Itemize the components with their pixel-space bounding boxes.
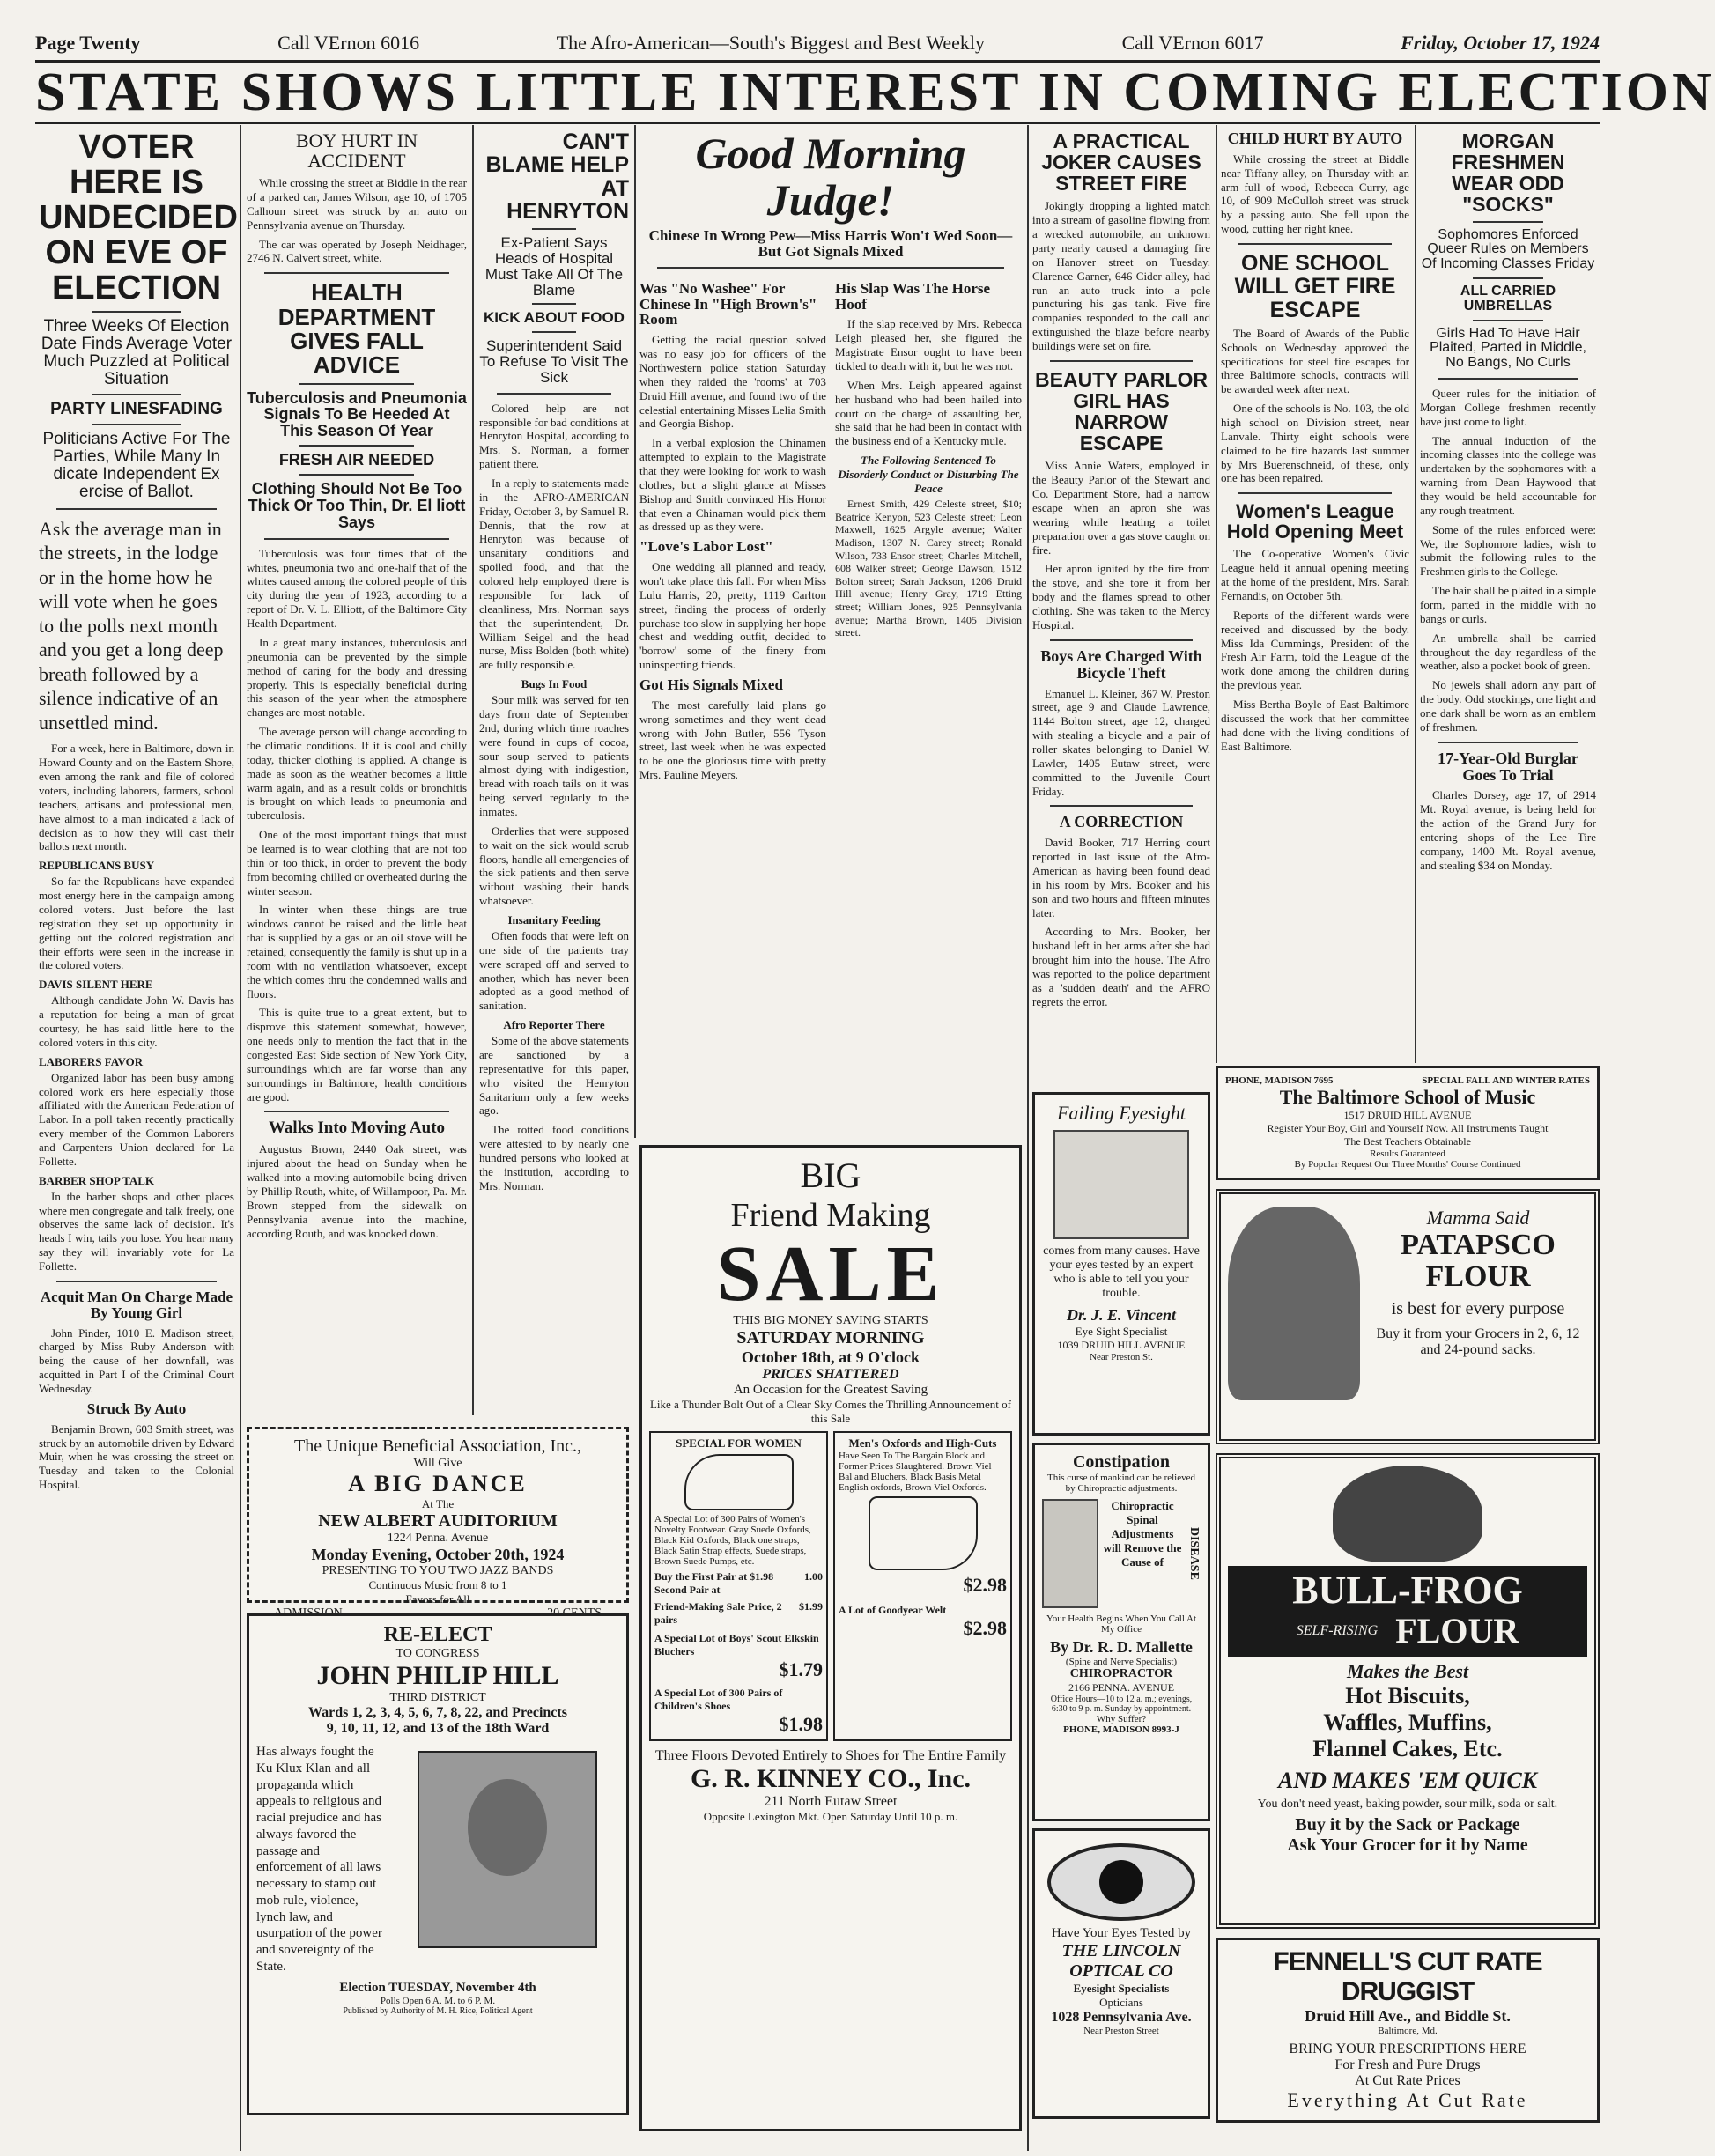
- body-text: John Pinder, 1010 E. Madison street, charged by Miss Ruby Anderson with being the cause of her downfall, was acquitted in Part I of the Criminal Court Wednesday.: [39, 1325, 234, 1396]
- sentenced-list: Ernest Smith, 429 Celeste street, $10; Beatrice Kenyon, 523 Celeste street; Leon Maxwell, 1625 Argyle avenue; Walter Madison, 1307 N. Carey street; Ronald Wilson, 733 Ensor street; Charles Mitchell, 608 Walker street; George Dawson, 1512 Bolton street; Sarah Jackson, 1206 Druid Hill avenue; Henry Gray, 1719 Etting street; William Jones, 925 Pennsylvania avenue; Martha Brown, 1405 Division street.: [835, 498, 1022, 639]
- ad-kinney-women-title: SPECIAL FOR WOMEN: [676, 1436, 802, 1450]
- deck-tuberculosis: Tuberculosis and Pneumonia Signals To Be Heeded At This Season Of Year: [247, 388, 467, 440]
- ad-kinney-big: BIG: [800, 1156, 861, 1195]
- body-text: Emanuel L. Kleiner, 367 W. Preston street, age 9 and Claude Lawrence, 1144 Bolton street, age 12, charged with stealing a bicycle and a pair of roller skates belonging to Daniel W. Lawler, 1405 Eutaw street, were committed to the Juvenile Court Friday.: [1032, 686, 1210, 798]
- deck-kick-food: KICK ABOUT FOOD: [484, 309, 625, 327]
- subhead: BARBER SHOP TALK: [39, 1173, 154, 1187]
- ad-kinney-saturday: SATURDAY MORNING: [736, 1328, 925, 1348]
- column-voter: [39, 125, 238, 2151]
- ad-dance-line: Continuous Music from 8 to 1: [368, 1578, 507, 1591]
- ad-bull-frog-flour: [1216, 1453, 1600, 1929]
- deck-party-linesfading: PARTY LINESFADING: [50, 400, 223, 419]
- column-rule: [634, 125, 636, 1138]
- headline-morgan-freshmen: MORGAN FRESHMEN WEAR ODD "SOCKS": [1451, 129, 1565, 217]
- divider: [92, 394, 181, 395]
- ad-patapsco-flour: [1216, 1189, 1600, 1444]
- ad-kinney-floors: Three Floors Devoted Entirely to Shoes for The Entire Family: [654, 1748, 1007, 1763]
- ad-kinney-boys-title: A Special Lot of Boys' Scout Elkskin Bluchers: [654, 1632, 819, 1658]
- divider: [299, 445, 414, 447]
- ad-kinney-sale-word: SALE: [716, 1230, 945, 1318]
- body-text: Charles Dorsey, age 17, of 2914 Mt. Royal avenue, is being held for the action of the Grand Jury for entering shops of the Lee Tire company, 1400 Mt. Royal avenue, and stealing $34 on Monday.: [1420, 788, 1596, 872]
- ad-vincent-role: Eye Sight Specialist: [1075, 1325, 1168, 1338]
- divider: [1238, 492, 1392, 494]
- body-text: Her apron ignited by the fire from the stove, and she tore it from her body and the flames spread to other clothing. She was taken to the Mercy Hospital.: [1032, 562, 1210, 631]
- column-rule: [240, 125, 241, 2151]
- ad-hill-auth: Published by Authority of M. H. Rice, Political Agent: [343, 2005, 533, 2016]
- ad-hill-election: Election TUESDAY, November 4th: [339, 1980, 536, 1995]
- ad-fennell-line4: Everything At Cut Rate: [1287, 2089, 1528, 2111]
- ad-kinney-occasion: An Occasion for the Greatest Saving: [733, 1383, 928, 1397]
- body-text: The most carefully laid plans go wrong sometimes and they went dead wrong with John Butler, 556 Tyson street, last week when he was expected to be one the gloriosus time with pretty Mrs. Pauline Meyers.: [639, 698, 826, 782]
- boy-illustration: [1228, 1207, 1360, 1400]
- headline-walks-into-auto: Walks Into Moving Auto: [268, 1119, 446, 1138]
- body-text: David Booker, 717 Herring court reported in last issue of the Afro-American as having been found dead in his room by Mrs. Booker and his son and two hours and fifteen minutes later.: [1032, 836, 1210, 919]
- frog-illustration: [1333, 1466, 1482, 1562]
- ad-lincoln-line3: Eyesight Specialists: [1073, 1982, 1170, 1995]
- ad-hill-name: JOHN PHILIP HILL: [316, 1661, 559, 1690]
- divider: [532, 303, 576, 305]
- divider: [1438, 742, 1578, 743]
- body-text: In a reply to statements made in the AFRO-AMERICAN Friday, October 3, by Samuel R. Dennis, that the row at Henryton was because of unsanitary conditions and spoiled food, and that the colored help employed there is responsible for lack of cleanliness, Mrs. Norman says that the superintendent, Dr. William Seigel and the head nurse, Miss Bolden (both white) are fully responsible.: [479, 476, 629, 672]
- ad-bullfrog-item1: Hot Biscuits,: [1345, 1683, 1470, 1709]
- phone-right: Call VErnon 6017: [1121, 32, 1264, 54]
- column-judge: [639, 125, 1022, 1138]
- body-text: Organized labor has been busy among colored work ers here especially those affiliated with the American Federation of Labor. In a poll taken recently practically every member of the Common Laborers and Carpenters Union declared for La Follette.: [39, 1070, 234, 1168]
- divider: [1050, 805, 1193, 807]
- body-text: Colored help are not responsible for bad conditions at Henryton Hospital, according to Mrs. S. Norman, a former patient there.: [479, 401, 629, 471]
- ad-kinney-children-title: A Special Lot of 300 Pairs of Children's Shoes: [654, 1687, 783, 1712]
- body-text: Benjamin Brown, 603 Smith street, was struck by an automobile driven by Edward Muir, when he was crossing the street on Tuesday and taken to the Colonial Hospital.: [39, 1421, 234, 1492]
- ad-hill-wards2: 9, 10, 11, 12, and 13 of the 18th Ward: [326, 1721, 550, 1736]
- body-text: The hair shall be plaited in a simple form, parted in the middle with no bangs or curls.: [1420, 584, 1596, 625]
- ad-music-line2: The Best Teachers Obtainable: [1344, 1135, 1471, 1148]
- deck-chinese: Chinese In Wrong Pew—Miss Harris Won't Wed Soon—But Got Signals Mixed: [648, 227, 1013, 260]
- divider: [1050, 639, 1193, 641]
- ad-kinney-women-body: A Special Lot of 300 Pairs of Women's Novelty Footwear. Gray Suede Oxfords, Black Kid Oxfords, Black one straps, Black Satin Strap effects, Suede straps, Brown Suede Pumps, etc.: [654, 1514, 811, 1567]
- body-text: In winter when these things are true windows cannot be raised and the little heat that is supplied by a gas or an oil stove will be retained, consequently the family is shut up in a room with no ventilation whatsoever, except the which comes thru the condemned walls and floors.: [247, 903, 467, 1000]
- divider: [92, 311, 181, 313]
- ad-kinney-thunder: Like a Thunder Bolt Out of a Clear Sky Comes the Thrilling Announcement of this Sale: [649, 1398, 1012, 1425]
- ad-music-line1: Register Your Boy, Girl and Yourself Now. All Instruments Taught: [1267, 1122, 1549, 1134]
- ad-patapsco-brand: PATAPSCO FLOUR: [1401, 1229, 1556, 1293]
- ad-fennell-line2: For Fresh and Pure Drugs: [1334, 2057, 1481, 2072]
- headline-beauty-parlor: BEAUTY PARLOR GIRL HAS NARROW ESCAPE: [1035, 367, 1208, 455]
- ad-mallette-title: Constipation: [1072, 1452, 1171, 1472]
- divider: [1438, 378, 1578, 380]
- ad-kinney-fm-label: Friend-Making Sale Price, 2 pairs: [654, 1600, 782, 1626]
- divider: [1473, 221, 1543, 223]
- headline-boy-hurt: BOY HURT IN ACCIDENT: [295, 129, 418, 173]
- ad-lincoln-address: 1028 Pennsylvania Ave.: [1051, 2010, 1192, 2025]
- ad-fennell-name: FENNELL'S CUT RATE DRUGGIST: [1273, 1947, 1542, 2006]
- subhead: Bugs In Food: [521, 677, 588, 691]
- ad-hill-polls: Polls Open 6 A. M. to 6 P. M.: [380, 1995, 496, 2006]
- body-text: Queer rules for the initiation of Morgan College freshmen recently have just come to light.: [1420, 386, 1596, 428]
- ad-music-special: SPECIAL FALL AND WINTER RATES: [1422, 1075, 1590, 1086]
- body-text: Miss Bertha Boyle of East Baltimore discussed the work that her committee had done with the living conditions of East Baltimore.: [1221, 698, 1409, 753]
- subhead-no-washee: Was "No Washee" For Chinese In "High Brown's" Room: [639, 279, 817, 329]
- subhead: DAVIS SILENT HERE: [39, 978, 153, 992]
- body-text: No jewels shall adorn any part of the body. Odd stockings, one light and one dark shall be worn as an emblem of freshmen.: [1420, 678, 1596, 734]
- ad-kinney-men-title: Men's Oxfords and High-Cuts: [848, 1436, 997, 1450]
- ad-kinney-fm-price: $1.99: [799, 1600, 823, 1613]
- divider: [92, 424, 181, 425]
- ad-vincent-name: Dr. J. E. Vincent: [1066, 1306, 1177, 1324]
- divider: [299, 383, 414, 385]
- ad-kinney-children-price: $1.98: [779, 1713, 823, 1735]
- column-henryton: [479, 125, 629, 1415]
- column-joker: [1032, 125, 1210, 1063]
- ad-mallette-address: 2166 PENNA. AVENUE: [1068, 1681, 1175, 1694]
- subhead-horse-hoof: His Slap Was The Horse Hoof: [835, 279, 991, 313]
- subhead: REPUBLICANS BUSY: [39, 859, 155, 873]
- issue-date: Friday, October 17, 1924: [1401, 32, 1600, 54]
- subhead: Afro Reporter There: [503, 1018, 605, 1032]
- divider: [497, 393, 611, 395]
- ad-fennell-address: Druid Hill Ave., and Biddle St.: [1305, 2007, 1511, 2025]
- body-text: While crossing the street at Biddle near Tiffany alley, on Thursday with an arm full of wood, Rebecca Curry, age 10, of 909 McCulloh street was struck by a passing auto. She fell upon the wood, cutting her right knee.: [1221, 151, 1409, 236]
- body-text: In a verbal explosion the Chinamen attempted to explain to the Magistrate that they were looking for work to wash clothes, but a slight glance at Misses Bishop and Smith convinced His Honor that even a Chinaman would pick them as dressed up as they were.: [639, 436, 826, 534]
- ad-vincent-eyesight: [1032, 1092, 1210, 1436]
- divider: [56, 1281, 217, 1282]
- deck-voter: Three Weeks Of Election Date Finds Average Voter Much Puzzled at Political Situation: [41, 317, 233, 389]
- divider: [264, 1111, 449, 1112]
- ad-mallette-body: This curse of mankind can be relieved by Chiropractic adjustments.: [1047, 1473, 1195, 1494]
- headline-womens-league: Women's League Hold Opening Meet: [1226, 500, 1404, 543]
- body-text: Often foods that were left on one side of the patients tray were scraped off and served to another, which has never been adopted as a good method of sanitation.: [479, 928, 629, 1013]
- divider: [264, 538, 449, 540]
- ad-kinney-goodyear-title: A Lot of Goodyear Welt: [839, 1604, 947, 1616]
- headline-bicycle-theft: Boys Are Charged With Bicycle Theft: [1040, 646, 1202, 682]
- ad-lincoln-line1: Have Your Eyes Tested by: [1051, 1926, 1192, 1940]
- ad-bullfrog-item2: Waffles, Muffins,: [1323, 1709, 1492, 1735]
- subhead-sentenced: The Following Sentenced To Disorderly Conduct or Disturbing The Peace: [838, 454, 1019, 496]
- body-text: Tuberculosis was four times that of the whites, pneumonia two and one-half that of the whites caused among the colored people of this city during the year of 1923, according to a report of Dr. V. L. Elliott, of the Baltimore City Health Department.: [247, 546, 467, 631]
- body-text: While crossing the street at Biddle in the rear of a parked car, James Wilson, age 10, of 1705 Calhoun street was struck by an auto on Pennsylvania avenue on Thursday.: [247, 176, 467, 232]
- banner-headline: STATE SHOWS LITTLE INTEREST IN COMING ELECTION: [35, 63, 1715, 122]
- ad-fennell-city: Baltimore, Md.: [1378, 2026, 1438, 2036]
- subhead-loves-labor: "Love's Labor Lost": [639, 538, 773, 556]
- body-text: The average person will change according to the climatic conditions. If it is cool and chilly today, thicker clothing is applied. A change is made as soon as the weather becomes a little warm again, and as a result colds or bronchitis is brought on which leads to pneumonia and tuberculosis.: [247, 725, 467, 823]
- divider: [1238, 243, 1392, 245]
- column-rule: [1415, 125, 1416, 1063]
- body-text: One of the schools is No. 103, the old high school on Division street, near Lanvale. Thirty eight schools were claimed to be fire hazards last summer by Mrs Buerenschneid, of these, only one has been repaired.: [1221, 402, 1409, 485]
- folio-line: [35, 30, 1600, 63]
- column-child-hurt: [1221, 125, 1409, 1063]
- ad-fennell-line3: At Cut Rate Prices: [1355, 2073, 1460, 2088]
- ad-mallette-hours: Office Hours—10 to 12 a. m.; evenings, 6:30 to 9 p. m. Sunday by appointment.: [1050, 1695, 1193, 1714]
- body-text: If the slap received by Mrs. Rebecca Leigh pleased her, she figured the Magistrate Ensor ought to have been tickled to death with it, but he was not.: [835, 317, 1022, 373]
- ad-mallette-phone: PHONE, MADISON 8993-J: [1063, 1724, 1179, 1735]
- eye-chair-illustration: [1053, 1130, 1189, 1239]
- ad-mallette-chiro: CHIROPRACTOR: [1069, 1667, 1173, 1680]
- column-rule: [1216, 125, 1217, 1063]
- ad-school-of-music: [1216, 1066, 1600, 1180]
- body-text: Some of the above statements are sanctioned by a representative for this paper, who visited the Henryton Sanitarium only a few weeks ago.: [479, 1034, 629, 1118]
- divider: [532, 331, 576, 333]
- headline-henryton: CAN'T BLAME HELP AT HENRYTON: [485, 129, 629, 224]
- body-text: An umbrella shall be carried throughout the day regardless of the weather, also a pocket book of green.: [1420, 631, 1596, 673]
- headline-correction: A CORRECTION: [1059, 813, 1184, 831]
- shoe-illustration: [684, 1454, 794, 1510]
- ad-music-line4: By Popular Request Our Three Months' Course Continued: [1294, 1159, 1521, 1170]
- deck-clothing: Clothing Should Not Be Too Thick Or Too Thin, Dr. El liott Says: [248, 480, 466, 531]
- ad-kinney-goodyear-price: $2.98: [963, 1617, 1007, 1639]
- phone-left: Call VErnon 6016: [277, 32, 420, 54]
- ad-vincent-address: 1039 DRUID HILL AVENUE: [1057, 1339, 1186, 1351]
- portrait-photo: [418, 1751, 597, 1948]
- ad-mallette-name: By Dr. R. D. Mallette: [1050, 1638, 1193, 1656]
- body-text: The Board of Awards of the Public Schools on Wednesday approved the specifications for steel fire escapes for three Baltimore schools, contracts will be awarded week after next.: [1221, 326, 1409, 396]
- divider: [532, 228, 576, 230]
- body-text: Miss Annie Waters, employed in the Beauty Parlor of the Stewart and Co. Department Store, had a narrow escape when an apron she was wearing while heating a toilet preparation over a gas stove caught on fire.: [1032, 459, 1210, 557]
- ad-bullfrog-quick: AND MAKES 'EM QUICK: [1277, 1768, 1538, 1793]
- body-text: In the barber shops and other places where men congregate and talk freely, one observes the same lack of decision. It's heads I win, tails you lose. You hear many say they will invariably vote for La Follette.: [39, 1189, 234, 1274]
- body-text: One wedding all planned and ready, won't take place this fall. For when Miss Lulu Harris, 20, pretty, 1119 Carlton street, finding the process of orderly purchase too slow in supplying her hope chest and wedding outfit, decided to 'borrow' some of the finery from uninspecting friends.: [639, 560, 826, 672]
- ad-patapsco-buy: Buy it from your Grocers in 2, 6, 12 and 24-pound sacks.: [1376, 1326, 1580, 1358]
- boot-illustration: [869, 1496, 978, 1570]
- paper-name: The Afro-American—South's Biggest and Best Weekly: [556, 32, 985, 54]
- column-health: [247, 125, 467, 1415]
- ad-vincent-title: Failing Eyesight: [1056, 1102, 1186, 1124]
- body-text: Jokingly dropping a lighted match into a stream of gasoline flowing from a wrecked automobile, an unknown party nearly caused a damaging fire on Hanover street on Tuesday. Clarence Garner, 646 Cider alley, had run an auto truck into a pole puncturing his gas tank. Five fire companies responded to the call and extinguished the blaze before nearby buildings were set on fire.: [1032, 199, 1210, 353]
- ad-mallette-chiropractor: [1032, 1443, 1210, 1821]
- body-text: Orderlies that were supposed to wait on the sick would scrub floors, handle all emergencies of the sick patients and then serve without washing their hands whatsoever.: [479, 823, 629, 908]
- body-text: Sour milk was served for ten days from date of September 2nd, during which time roaches were found in cups of cocoa, sour soup served to patients almost dying with indigestion, bread with roach tails on it was being served regularly to the inmates.: [479, 693, 629, 818]
- ad-bullfrog-buy1: Buy it by the Sack or Package: [1295, 1815, 1520, 1835]
- spine-illustration: [1042, 1499, 1098, 1608]
- ad-bullfrog-flour: FLOUR: [1395, 1611, 1519, 1650]
- ad-dance-title: A BIG DANCE: [348, 1471, 528, 1496]
- ad-lincoln-name: THE LINCOLN OPTICAL CO: [1061, 1941, 1181, 1981]
- divider: [1473, 320, 1543, 321]
- lead-voter: Ask the average man in the streets, in the lodge or in the home how he will vote when he goes to the polls next month and you get a long deep breath followed by a silence indicative of an unsettled mind.: [39, 517, 224, 734]
- ad-music-line3: Results Guaranteed: [1370, 1148, 1445, 1159]
- headline-good-morning-judge: Good Morning Judge!: [695, 129, 966, 225]
- ad-vincent-near: Near Preston St.: [1090, 1352, 1153, 1362]
- ad-mallette-why: Why Suffer?: [1096, 1714, 1147, 1724]
- body-text: According to Mrs. Booker, her husband left in her arms after she had brought him into the house. The Afro was reported to the police department as a 'sudden death' and the AFRO regrets the error.: [1032, 925, 1210, 1008]
- deck-superintendent: Superintendent Said To Refuse To Visit The Sick: [479, 337, 629, 386]
- ad-dance-line: The Unique Beneficial Association, Inc.,: [293, 1436, 581, 1456]
- body-text: The annual induction of the incoming classes into the college was undertaken by the sophomores with a warning from Dean Haywood that they would be held accountable for any rough treatment.: [1420, 433, 1596, 517]
- subhead: LABORERS FAVOR: [39, 1054, 144, 1068]
- headline-struck: Struck By Auto: [86, 1399, 187, 1417]
- divider: [264, 272, 449, 274]
- ad-dance-line: Will Give: [413, 1457, 462, 1470]
- ad-hill-reelect: RE-ELECT: [383, 1623, 492, 1646]
- ad-big-dance: [247, 1427, 629, 1606]
- ad-music-phone: PHONE, MADISON 7695: [1225, 1075, 1334, 1086]
- ad-hill-wards: Wards 1, 2, 3, 4, 5, 6, 7, 8, 22, and Precincts: [308, 1705, 567, 1720]
- ad-dance-venue: NEW ALBERT AUDITORIUM: [318, 1511, 558, 1531]
- divider: [1050, 360, 1193, 362]
- deck-umbrellas: ALL CARRIED UMBRELLAS: [1460, 283, 1556, 314]
- divider: [299, 474, 414, 476]
- headline-acquit: Acquit Man On Charge Made By Young Girl: [40, 1288, 233, 1321]
- ad-kinney-shattered: PRICES SHATTERED: [762, 1367, 899, 1382]
- column-rule: [1027, 125, 1029, 2151]
- ad-dance-date: Monday Evening, October 20th, 1924: [311, 1546, 565, 1563]
- body-text: The car was operated by Joseph Neidhager, 2746 N. Calvert street, white.: [247, 237, 467, 265]
- body-text: When Mrs. Leigh appeared against her husband who had been hailed into court on the charge of assaulting her, she said that he had been in contact with the business end of a Kentucky mule.: [835, 378, 1022, 448]
- ad-lincoln-optical: [1032, 1828, 1210, 2119]
- ad-lincoln-near: Near Preston Street: [1083, 2026, 1159, 2036]
- ad-fennell-line1: BRING YOUR PRESCRIPTIONS HERE: [1289, 2042, 1526, 2056]
- ad-kinney-first-pair-price: 1.00: [804, 1570, 823, 1583]
- ad-mallette-center: Chiropractic Spinal Adjustments will Remove the Cause of: [1103, 1499, 1182, 1569]
- ad-patapsco-best: is best for every purpose: [1391, 1299, 1565, 1319]
- ad-mallette-side: DISEASE: [1187, 1527, 1201, 1580]
- ad-kinney-men-body: Have Seen To The Bargain Block and Former Prices Slaughtered. Brown Viel Bal and Bluchers, Black Basis Metal English oxfords, Brown Viel Oxfords.: [839, 1451, 992, 1493]
- ad-kinney-men-price: $2.98: [963, 1574, 1007, 1596]
- deck-hair: Girls Had To Have Hair Plaited, Parted in Middle, No Bangs, No Curls: [1430, 325, 1586, 371]
- deck-fresh-air: FRESH AIR NEEDED: [278, 451, 435, 469]
- body-text: One of the most important things that must be learned is to wear clothing that are not too thin or too thick, in order to prevent the body from becoming chilled or overheated during the winter season.: [247, 828, 467, 897]
- body-text: Although candidate John W. Davis has a reputation for being a man of great courtesy, he has said little here to the colored voters in this city.: [39, 993, 234, 1049]
- ad-kinney-friend: Friend Making: [730, 1197, 931, 1234]
- ad-bullfrog-self: SELF-RISING: [1296, 1622, 1379, 1638]
- body-text: So far the Republicans have expanded most energy here in the campaign among colored voters. Just before the last registration they set up opportunity in getting out the colored registration and their efforts were seen in the increase in the colored voters.: [39, 875, 234, 972]
- ad-kinney-sale: [639, 1145, 1022, 2131]
- ad-hill-district: THIRD DISTRICT: [389, 1691, 486, 1704]
- ad-bullfrog-item3: Flannel Cakes, Etc.: [1312, 1736, 1503, 1761]
- column-morgan: [1420, 125, 1596, 1063]
- ad-bullfrog-makes: Makes the Best: [1346, 1660, 1469, 1682]
- body-text: Some of the rules enforced were: We, the Sophomore ladies, wish to submit the following rules to the Freshmen girls to the College.: [1420, 522, 1596, 579]
- ad-music-address: 1517 DRUID HILL AVENUE: [1343, 1109, 1472, 1121]
- ad-music-name: The Baltimore School of Music: [1279, 1086, 1536, 1108]
- headline-fire-escape: ONE SCHOOL WILL GET FIRE ESCAPE: [1234, 251, 1396, 322]
- ad-dance-line: 1224 Penna. Avenue: [387, 1532, 489, 1545]
- ad-fennell-druggist: [1216, 1938, 1600, 2123]
- ad-kinney-date: October 18th, at 9 O'clock: [741, 1348, 920, 1366]
- subhead: Insanitary Feeding: [507, 912, 601, 927]
- body-text: Augustus Brown, 2440 Oak street, was injured about the head on Sunday when he walked into a moving automobile being driven by Phillip Routh, white, of Willampoor, Pa. Mr. Brown stepped from the sidewalk on Pennsylvania avenue into the machine, according Routh, and was knocked down.: [247, 1142, 467, 1240]
- ad-hill-line: TO CONGRESS: [395, 1647, 480, 1660]
- ad-kinney-name: G. R. KINNEY CO., Inc.: [690, 1764, 972, 1793]
- body-text: This is quite true to a great extent, but to disprove this statement somewhat, however, one needs only to mention the fact that in the congested East Side section of New York City, surroundings which are far worse than any surroundings in Baltimore, health conditions are good.: [247, 1006, 467, 1104]
- ad-kinney-opposite: Opposite Lexington Mkt. Open Saturday Until 10 p. m.: [703, 1810, 958, 1823]
- subhead-signals: Got His Signals Mixed: [639, 676, 783, 693]
- ad-bullfrog-brand: BULL-FROG: [1292, 1569, 1523, 1612]
- headline-health-dept: HEALTH DEPARTMENT GIVES FALL ADVICE: [277, 279, 436, 379]
- ad-bullfrog-buy2: Ask Your Grocer for it by Name: [1287, 1835, 1528, 1855]
- ad-dance-line: At The: [421, 1497, 455, 1510]
- headline-child-hurt: CHILD HURT BY AUTO: [1227, 129, 1403, 147]
- ad-vincent-body: comes from many causes. Have your eyes tested by an expert who is able to tell you your trouble.: [1043, 1244, 1200, 1300]
- ad-lincoln-line4: Opticians: [1099, 1996, 1143, 2009]
- ad-kinney-starts: THIS BIG MONEY SAVING STARTS: [733, 1314, 928, 1327]
- divider: [657, 267, 1004, 269]
- ad-kinney-first-pair: Buy the First Pair at $1.98 Second Pair at: [654, 1570, 774, 1596]
- ad-hill-body: Has always fought the Ku Klux Klan and all propaganda which appeals to religious and racial prejudice and has always favored the passage and enforcement of all laws necessary to stamp out mob rule, violence, lynch law, and usurpation of the power and sovereignty of the State.: [256, 1745, 382, 1974]
- ad-patapsco-mamma: Mamma Said: [1426, 1207, 1530, 1229]
- ad-dance-line: PRESENTING TO YOU TWO JAZZ BANDS: [322, 1564, 554, 1577]
- deck-politicians: Politicians Active For The Parties, While Many In dicate Independent Ex ercise of Ballot.: [42, 430, 231, 501]
- eye-illustration: [1047, 1843, 1195, 1921]
- body-text: The rotted food conditions were attested to by nearly one hundred persons who looked at the institution, according to Mrs. Norman.: [479, 1123, 629, 1192]
- ad-kinney-boys-price: $1.79: [779, 1658, 823, 1680]
- divider: [1473, 277, 1543, 279]
- body-text: In a great many instances, tuberculosis and pneumonia can be prevented by the simple method of caring for the body and dressing properly. This is especially beneficial during this season of the year when the atmosphere changes are most notable.: [247, 635, 467, 720]
- body-text: The Co-operative Women's Civic League held it annual opening meeting at the home of the president, Mrs. Sarah Fernandis, on October 5th.: [1221, 547, 1409, 603]
- ad-dance-line: Favors for All: [405, 1592, 470, 1606]
- divider: [56, 508, 217, 510]
- body-text: Reports of the different wards were received and discussed by the body. Miss Ida Cummings, President of the Fresh Air Farm, told the League of the work done among the children during the previous year.: [1221, 608, 1409, 692]
- page-number: Page Twenty: [35, 32, 141, 54]
- body-text: For a week, here in Baltimore, down in Howard County and on the Eastern Shore, even among the rank and file of colored voters, including laborers, farmers, school teachers, artisans and professional men, have almost to a man indicated a lack of decision as to how they will cast their ballots next month.: [39, 742, 234, 853]
- ad-kinney-address: 211 North Eutaw Street: [764, 1794, 898, 1809]
- ad-mallette-help: Your Health Begins When You Call At My Office: [1046, 1613, 1197, 1635]
- column-rule: [472, 125, 474, 1415]
- headline-burglar: 17-Year-Old Burglar Goes To Trial: [1438, 749, 1578, 784]
- ad-john-philip-hill: [247, 1613, 629, 2115]
- body-text: Getting the racial question solved was no easy job for officers of the Northwestern police station Saturday when they raided the 'rooms' at 703 Druid Hill avenue, and found two of the celestial entertaining Misses Lelia Smith and Georgia Bishop.: [639, 333, 826, 431]
- headline-voter: VOTER HERE IS UNDECIDED ON EVE OF ELECTION: [39, 129, 238, 306]
- ad-bullfrog-yeast: You don't need yeast, baking powder, sour milk, soda or salt.: [1257, 1798, 1558, 1811]
- deck-ex-patient: Ex-Patient Says Heads of Hospital Must Take All Of The Blame: [484, 234, 624, 299]
- ad-mallette-specialist: (Spine and Nerve Specialist): [1065, 1657, 1178, 1667]
- headline-practical-joker: A PRACTICAL JOKER CAUSES STREET FIRE: [1041, 129, 1201, 196]
- deck-sophomores: Sophomores Enforced Queer Rules on Members Of Incoming Classes Friday: [1421, 226, 1595, 272]
